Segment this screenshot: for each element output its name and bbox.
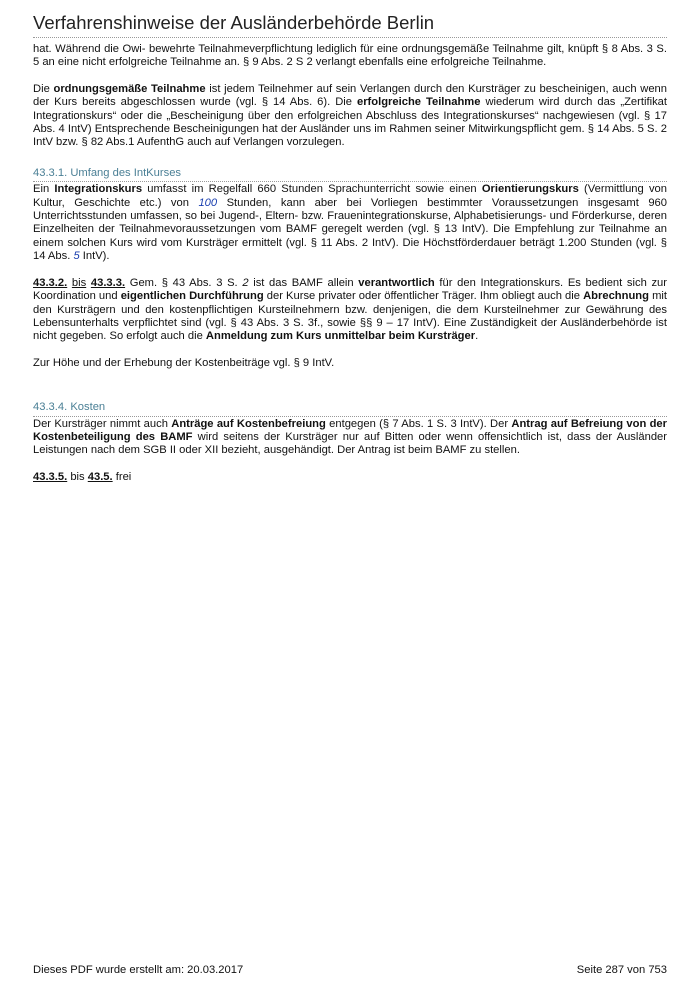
reference-43-3-3: 43.3.3. [90, 276, 126, 289]
page-footer [33, 964, 667, 977]
reference-43-5: 43.5. [87, 470, 113, 483]
term-anmeldung: Anmeldung zum Kurs unmittelbar beim Kursträger [205, 330, 476, 343]
paragraph-course-scope: Ein Integrationskurs umfasst im Regelfall 660 Stunden Sprachunterricht sowie einen Orientierungskurs (Vermittlung von Kultur, Geschichte etc.) von 100 Stunden, kann aber bei Vorliegen bestimmter Voraussetzungen insgesamt 960 Unterrichtsstunden umfassen, so bei Jugend-, Eltern- bzw. Frauenintegrationskurse, Alphabetisierungs- und Förderkurse, deren Einzelheiten der Teilnahmevoraussetzungen vom BAMF geregelt werden (vgl. § 13 IntV). Die Empfehlung zur Teilnahme an einem solchen Kurs wird vom Kursträger ermittelt (vgl. § 11 Abs. 2 IntV). Die Höchstförderdauer beträgt 1.200 Stunden (vgl. § 14 Abs. 5 IntV). [33, 183, 667, 263]
page-number-text: Seite 287 von 753 [576, 964, 667, 976]
section-heading-umfang: 43.3.1. Umfang des IntKurses [33, 167, 667, 182]
term-orientierungskurs: Orientierungskurs [481, 183, 579, 196]
range-connector: bis [71, 276, 87, 289]
term-kostenbefreiung: Anträge auf Kostenbefreiung [171, 417, 326, 430]
hours-value: 100 [198, 196, 218, 209]
term-integrationskurs: Integrationskurs [54, 183, 143, 196]
section-heading-kosten: 43.3.4. Kosten [33, 401, 667, 416]
reference-43-3-2: 43.3.2. [33, 276, 68, 289]
reference-43-3-5: 43.3.5. [33, 470, 68, 483]
sentence-number-value: 2 [242, 276, 249, 289]
paragraph-participation-proof: Die ordnungsgemäße Teilnahme ist jedem Teilnehmer auf sein Verlangen durch den Kursträger zu bescheinigen, auch wenn der Kurs bereits abgeschlossen wurde (vgl. § 14 Abs. 6). Die erfolgreiche Teilnahme wiederum wird durch das „Zertifikat Integrationskurs“ oder die „Bescheinigung über den erfolgreichen Abschluss des Integrationskurses“ nachgewiesen (vgl. § 17 Abs. 4 IntV) Entsprechende Bescheinigungen hat der Ausländer uns im Rahmen seiner Mitwirkungspflicht gem. § 14 Abs. 5 S. 2 IntV bzw. § 82 Abs.1 AufenthG auch auf Verlangen vorzulegen. [33, 82, 667, 149]
page-header [33, 12, 667, 38]
document-body [33, 43, 667, 497]
term-ordnungsgemaesse-teilnahme: ordnungsgemäße Teilnahme [53, 82, 206, 95]
paragraph-bamf-responsibility: 43.3.2. bis 43.3.3. Gem. § 43 Abs. 3 S. 2 ist das BAMF allein verantwortlich für den Integrationskurs. Es bedient sich zur Koordination und eigentlichen Durchführung der Kurse privater oder öffentlicher Träger. Ihm obliegt auch die Abrechnung mit den Kursträgern und den kostenpflichtigen Kursteilnehmern bzw. denjenigen, die dem Kursteilnehmer zur Gewährung des Lebensunterhalts verpflichtet sind (vgl. § 43 Abs. 3 S. 3f., sowie §§ 9 – 17 IntV). Eine Zuständigkeit der Ausländerbehörde ist nicht gegeben. So erfolgt auch die Anmeldung zum Kurs unmittelbar beim Kursträger. [33, 276, 668, 343]
term-erfolgreiche-teilnahme: erfolgreiche Teilnahme [356, 96, 481, 109]
page-title: Verfahrenshinweise der Ausländerbehörde Berlin [33, 12, 435, 33]
term-durchfuehrung: eigentlichen Durchführung [120, 290, 264, 303]
paragraph-free-range: 43.3.5. bis 43.5. frei [33, 470, 132, 483]
term-verantwortlich: verantwortlich [358, 276, 435, 289]
paragraph-number-value: 5 [73, 250, 80, 263]
paragraph-cost-reference: Zur Höhe und der Erhebung der Kostenbeiträge vgl. § 9 IntV. [33, 356, 335, 369]
paragraph-cost-exemption: Der Kursträger nimmt auch Anträge auf Kostenbefreiung entgegen (§ 7 Abs. 1 S. 3 IntV). Der Antrag auf Befreiung von der Kostenbeteiligung des BAMF wird seitens der Kursträger nur auf Bitten oder wenn offensichtlich ist, dass der Ausländer Leistungen nach dem SGB II oder XII bezieht, ausgehändigt. Der Antrag ist beim BAMF zu stellen. [33, 417, 668, 457]
creation-date-text: Dieses PDF wurde erstellt am: 20.03.2017 [33, 964, 244, 976]
paragraph-participation-intro: hat. Während die Owi- bewehrte Teilnahmeverpflichtung lediglich für eine ordnungsgemäße Teilnahme gilt, knüpft § 8 Abs. 3 S. 5 an eine nicht erfolgreiche Teilnahme an. § 9 Abs. 2 S 2 verlangt ebenfalls eine erfolgreiche Teilnahme. [33, 43, 667, 69]
term-antrag-befreiung: Antrag auf Befreiung von der Kostenbeteiligung des BAMF [33, 417, 668, 443]
term-abrechnung: Abrechnung [583, 290, 649, 303]
